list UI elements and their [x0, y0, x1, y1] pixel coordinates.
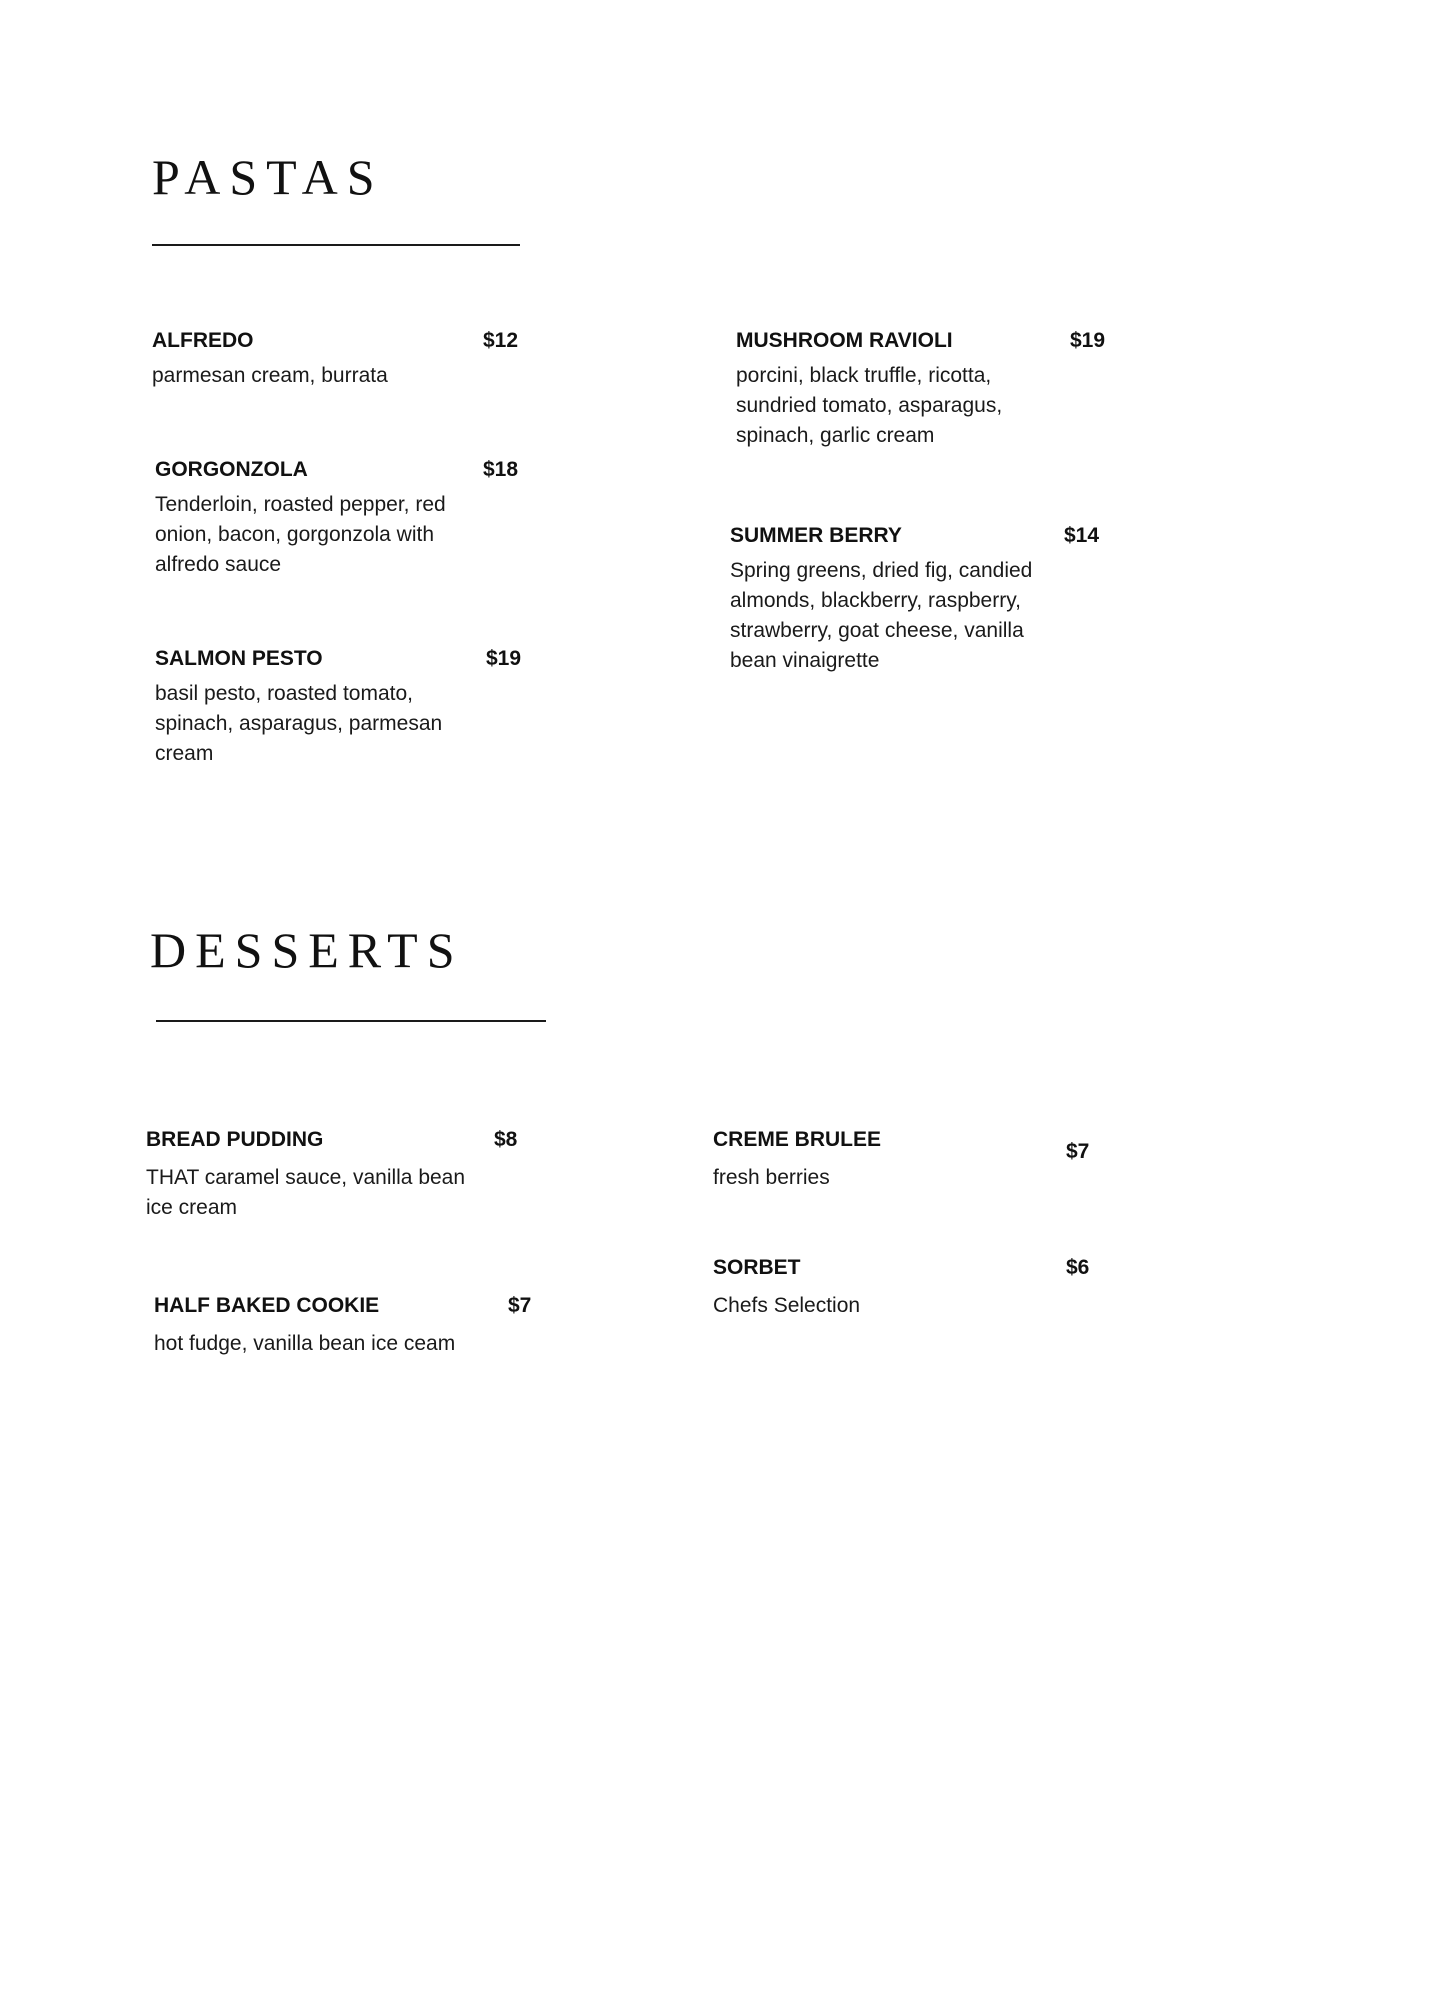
item-name: SORBET [713, 1256, 801, 1279]
desserts-heading: DESSERTS [150, 922, 464, 978]
desserts-divider [156, 1020, 546, 1022]
item-description: Tenderloin, roasted pepper, red onion, bacon, gorgonzola with alfredo sauce [155, 493, 446, 576]
pastas-heading: PASTAS [152, 149, 384, 205]
item-price: $18 [483, 458, 519, 481]
item-description: Chefs Selection [713, 1294, 861, 1317]
item-name: CREME BRULEE [713, 1128, 882, 1151]
item-description: porcini, black truffle, ricotta, sundried tomato, asparagus, spinach, garlic cream [736, 364, 1003, 447]
item-price: $7 [1066, 1140, 1090, 1163]
item-price: $6 [1066, 1256, 1090, 1279]
item-description: THAT caramel sauce, vanilla bean ice cream [146, 1166, 466, 1219]
item-name: MUSHROOM RAVIOLI [736, 329, 953, 352]
item-description: hot fudge, vanilla bean ice ceam [154, 1332, 456, 1355]
item-description: basil pesto, roasted tomato, spinach, asparagus, parmesan cream [155, 682, 443, 765]
pastas-divider [152, 244, 520, 246]
item-price: $12 [483, 329, 519, 352]
item-price: $19 [486, 647, 522, 670]
item-name: BREAD PUDDING [146, 1128, 324, 1151]
item-name: HALF BAKED COOKIE [154, 1294, 380, 1317]
item-price: $14 [1064, 524, 1100, 547]
item-price: $7 [508, 1294, 532, 1317]
item-description: fresh berries [713, 1166, 830, 1189]
item-name: GORGONZOLA [155, 458, 308, 481]
item-name: SALMON PESTO [155, 647, 323, 670]
item-name: SUMMER BERRY [730, 524, 902, 547]
item-price: $19 [1070, 329, 1106, 352]
item-description: parmesan cream, burrata [152, 364, 388, 387]
item-price: $8 [494, 1128, 518, 1151]
item-name: ALFREDO [152, 329, 254, 352]
item-description: Spring greens, dried fig, candied almonds, blackberry, raspberry, strawberry, goat cheese, vanilla bean vinaigrette [730, 559, 1033, 672]
